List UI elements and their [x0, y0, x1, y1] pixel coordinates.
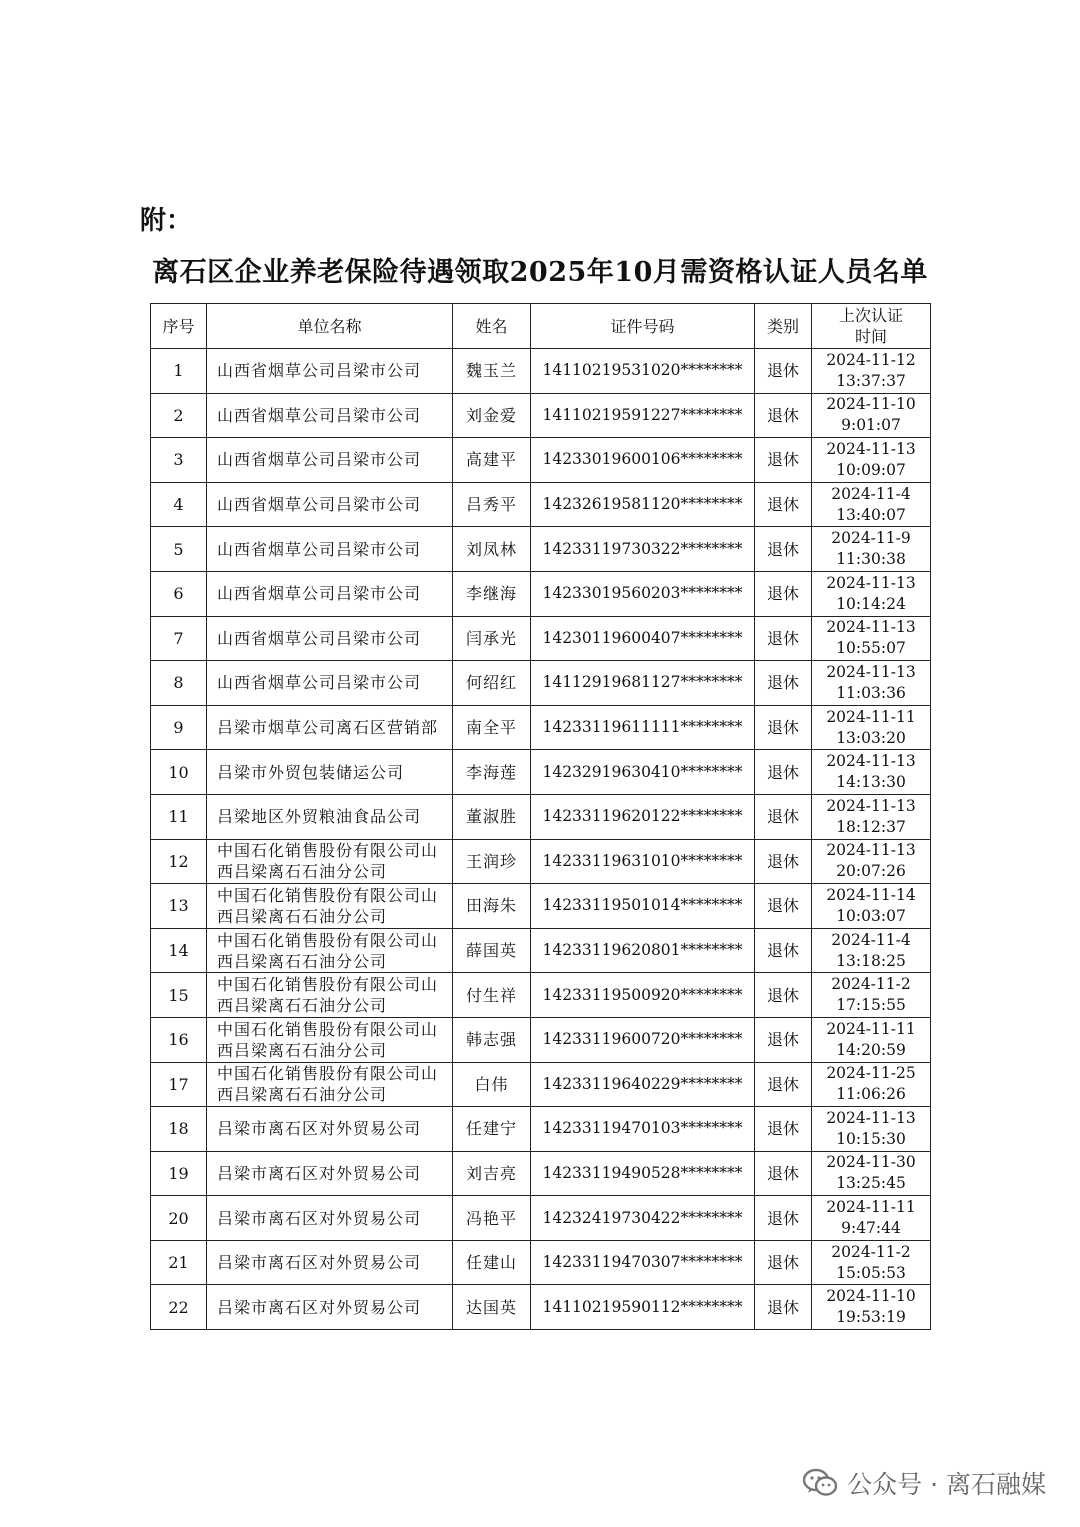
wechat-icon: [803, 1468, 837, 1498]
auth-date: 2024-11-13: [826, 618, 916, 637]
cell-last-auth-time: [812, 616, 931, 661]
cell-id-number: 14112919681127********: [531, 661, 755, 706]
cell-category: 退休: [755, 973, 812, 1018]
cell-unit: 山西省烟草公司吕梁市公司: [207, 661, 453, 706]
cell-unit: 中国石化销售股份有限公司山西吕梁离石石油分公司: [207, 1062, 453, 1107]
cell-category: 退休: [755, 1017, 812, 1062]
auth-clock-time: 15:05:53: [836, 1263, 906, 1282]
cell-unit: 山西省烟草公司吕梁市公司: [207, 393, 453, 438]
table-row: [151, 393, 931, 438]
auth-date: 2024-11-4: [831, 484, 911, 503]
cell-id-number: 14233119470103********: [531, 1107, 755, 1152]
cell-id-number: 14233119730322********: [531, 527, 755, 572]
table-row: [151, 794, 931, 839]
auth-clock-time: 13:40:07: [836, 505, 906, 524]
cell-name: 冯艳平: [453, 1196, 531, 1241]
cell-seq: 2: [151, 393, 207, 438]
table-row: [151, 1062, 931, 1107]
cell-id-number: 14232419730422********: [531, 1196, 755, 1241]
auth-clock-time: 13:03:20: [836, 728, 906, 747]
auth-date: 2024-11-2: [831, 975, 911, 994]
table-row: [151, 705, 931, 750]
cell-last-auth-time: [812, 750, 931, 795]
cell-seq: 13: [151, 884, 207, 929]
cell-name: 田海朱: [453, 884, 531, 929]
auth-date: 2024-11-13: [826, 752, 916, 771]
table-row: [151, 616, 931, 661]
cell-category: 退休: [755, 1196, 812, 1241]
auth-clock-time: 11:30:38: [836, 550, 906, 569]
auth-clock-time: 13:25:45: [836, 1174, 906, 1193]
document-title: 离石区企业养老保险待遇领取2025年10月需资格认证人员名单: [152, 257, 928, 288]
cell-name: 刘吉亮: [453, 1151, 531, 1196]
cell-name: 刘凤林: [453, 527, 531, 572]
auth-clock-time: 17:15:55: [836, 996, 906, 1015]
auth-clock-time: 20:07:26: [836, 862, 906, 881]
cell-unit: 山西省烟草公司吕梁市公司: [207, 616, 453, 661]
cell-category: 退休: [755, 1240, 812, 1285]
cell-seq: 15: [151, 973, 207, 1018]
cell-last-auth-time: [812, 1196, 931, 1241]
auth-clock-time: 9:47:44: [841, 1219, 901, 1238]
cell-name: 白伟: [453, 1062, 531, 1107]
table-row: [151, 1151, 931, 1196]
table-row: [151, 884, 931, 929]
auth-date: 2024-11-13: [826, 439, 916, 458]
cell-seq: 11: [151, 794, 207, 839]
cell-id-number: 14233119631010********: [531, 839, 755, 884]
auth-clock-time: 13:18:25: [836, 951, 906, 970]
cell-category: 退休: [755, 794, 812, 839]
auth-date: 2024-11-2: [831, 1242, 911, 1261]
auth-clock-time: 19:53:19: [836, 1308, 906, 1327]
auth-clock-time: 10:55:07: [836, 639, 906, 658]
cell-id-number: 14233119470307********: [531, 1240, 755, 1285]
table-row: [151, 349, 931, 394]
cell-id-number: 14232919630410********: [531, 750, 755, 795]
cell-last-auth-time: [812, 794, 931, 839]
auth-date: 2024-11-11: [826, 1019, 916, 1038]
cell-unit: 吕梁市烟草公司离石区营销部: [207, 705, 453, 750]
cell-id-number: 14233119620801********: [531, 928, 755, 973]
auth-clock-time: 13:37:37: [836, 371, 906, 390]
cell-unit: 中国石化销售股份有限公司山西吕梁离石石油分公司: [207, 928, 453, 973]
header-category: 类别: [755, 304, 812, 349]
cell-category: 退休: [755, 928, 812, 973]
cell-last-auth-time: [812, 928, 931, 973]
cell-seq: 5: [151, 527, 207, 572]
auth-clock-time: 9:01:07: [841, 416, 901, 435]
cell-seq: 17: [151, 1062, 207, 1107]
auth-date: 2024-11-9: [831, 529, 911, 548]
auth-date: 2024-11-10: [826, 395, 916, 414]
cell-last-auth-time: [812, 571, 931, 616]
cell-category: 退休: [755, 527, 812, 572]
cell-id-number: 14110219590112********: [531, 1285, 755, 1330]
cell-name: 南全平: [453, 705, 531, 750]
auth-date: 2024-11-11: [826, 707, 916, 726]
cell-name: 王润珍: [453, 839, 531, 884]
cell-category: 退休: [755, 705, 812, 750]
cell-seq: 1: [151, 349, 207, 394]
cell-unit: 山西省烟草公司吕梁市公司: [207, 482, 453, 527]
cell-category: 退休: [755, 1107, 812, 1152]
auth-date: 2024-11-13: [826, 796, 916, 815]
cell-name: 任建宁: [453, 1107, 531, 1152]
cell-seq: 20: [151, 1196, 207, 1241]
cell-name: 魏玉兰: [453, 349, 531, 394]
auth-date: 2024-11-13: [826, 1108, 916, 1127]
cell-category: 退休: [755, 349, 812, 394]
cell-category: 退休: [755, 1151, 812, 1196]
table-row: [151, 438, 931, 483]
auth-clock-time: 11:03:36: [836, 683, 906, 702]
cell-last-auth-time: [812, 1062, 931, 1107]
table-row: [151, 1017, 931, 1062]
cell-name: 吕秀平: [453, 482, 531, 527]
cell-last-auth-time: [812, 839, 931, 884]
cell-seq: 21: [151, 1240, 207, 1285]
cell-unit: 山西省烟草公司吕梁市公司: [207, 527, 453, 572]
cell-last-auth-time: [812, 973, 931, 1018]
table-row: [151, 839, 931, 884]
cell-last-auth-time: [812, 482, 931, 527]
cell-id-number: 14233119620122********: [531, 794, 755, 839]
attachment-label: 附：: [140, 206, 193, 236]
auth-date: 2024-11-13: [826, 662, 916, 681]
auth-date: 2024-11-30: [826, 1153, 916, 1172]
cell-unit: 中国石化销售股份有限公司山西吕梁离石石油分公司: [207, 884, 453, 929]
auth-clock-time: 11:06:26: [836, 1085, 906, 1104]
certification-table: [150, 303, 931, 1330]
table-row: [151, 750, 931, 795]
auth-clock-time: 10:03:07: [836, 906, 906, 925]
cell-last-auth-time: [812, 705, 931, 750]
table-row: [151, 1107, 931, 1152]
cell-name: 闫承光: [453, 616, 531, 661]
cell-seq: 6: [151, 571, 207, 616]
cell-seq: 18: [151, 1107, 207, 1152]
cell-id-number: 14110219591227********: [531, 393, 755, 438]
cell-category: 退休: [755, 1285, 812, 1330]
cell-unit: 山西省烟草公司吕梁市公司: [207, 349, 453, 394]
cell-unit: 中国石化销售股份有限公司山西吕梁离石石油分公司: [207, 1017, 453, 1062]
cell-unit: 中国石化销售股份有限公司山西吕梁离石石油分公司: [207, 839, 453, 884]
table-row: [151, 571, 931, 616]
cell-id-number: 14110219531020********: [531, 349, 755, 394]
auth-clock-time: 10:09:07: [836, 460, 906, 479]
cell-id-number: 14233119501014********: [531, 884, 755, 929]
header-id: 证件号码: [531, 304, 755, 349]
table-header-row: [151, 304, 931, 349]
cell-category: 退休: [755, 438, 812, 483]
cell-id-number: 14230119600407********: [531, 616, 755, 661]
table-row: [151, 1196, 931, 1241]
table-row: [151, 1240, 931, 1285]
cell-id-number: 14233119490528********: [531, 1151, 755, 1196]
cell-last-auth-time: [812, 1285, 931, 1330]
cell-seq: 9: [151, 705, 207, 750]
cell-last-auth-time: [812, 393, 931, 438]
cell-last-auth-time: [812, 884, 931, 929]
cell-last-auth-time: [812, 438, 931, 483]
header-time-line1: 上次认证: [838, 306, 903, 325]
auth-date: 2024-11-11: [826, 1198, 916, 1217]
cell-id-number: 14233119500920********: [531, 973, 755, 1018]
cell-unit: 吕梁市离石区对外贸易公司: [207, 1240, 453, 1285]
auth-clock-time: 18:12:37: [836, 817, 906, 836]
header-unit: 单位名称: [207, 304, 453, 349]
table-row: [151, 661, 931, 706]
cell-last-auth-time: [812, 1107, 931, 1152]
cell-last-auth-time: [812, 1017, 931, 1062]
cell-name: 高建平: [453, 438, 531, 483]
auth-date: 2024-11-25: [826, 1064, 916, 1083]
cell-last-auth-time: [812, 661, 931, 706]
cell-seq: 8: [151, 661, 207, 706]
table-body: [151, 349, 931, 1330]
auth-clock-time: 14:20:59: [836, 1040, 906, 1059]
cell-category: 退休: [755, 839, 812, 884]
auth-date: 2024-11-13: [826, 573, 916, 592]
auth-clock-time: 10:14:24: [836, 594, 906, 613]
cell-category: 退休: [755, 750, 812, 795]
cell-category: 退休: [755, 482, 812, 527]
footer-text: 公众号 · 离石融媒: [847, 1470, 1046, 1499]
header-time: [812, 304, 931, 349]
cell-id-number: 14233019600106********: [531, 438, 755, 483]
cell-seq: 3: [151, 438, 207, 483]
table-row: [151, 482, 931, 527]
cell-category: 退休: [755, 884, 812, 929]
cell-category: 退休: [755, 661, 812, 706]
cell-last-auth-time: [812, 527, 931, 572]
cell-id-number: 14233019560203********: [531, 571, 755, 616]
table-row: [151, 973, 931, 1018]
cell-name: 韩志强: [453, 1017, 531, 1062]
cell-last-auth-time: [812, 1151, 931, 1196]
cell-unit: 吕梁市外贸包装储运公司: [207, 750, 453, 795]
cell-name: 何绍红: [453, 661, 531, 706]
cell-name: 任建山: [453, 1240, 531, 1285]
cell-id-number: 14233119600720********: [531, 1017, 755, 1062]
cell-last-auth-time: [812, 349, 931, 394]
auth-date: 2024-11-10: [826, 1287, 916, 1306]
cell-seq: 16: [151, 1017, 207, 1062]
cell-seq: 14: [151, 928, 207, 973]
cell-seq: 12: [151, 839, 207, 884]
cell-last-auth-time: [812, 1240, 931, 1285]
cell-category: 退休: [755, 616, 812, 661]
cell-seq: 22: [151, 1285, 207, 1330]
cell-unit: 吕梁市离石区对外贸易公司: [207, 1107, 453, 1152]
table-row: [151, 928, 931, 973]
auth-date: 2024-11-14: [826, 885, 916, 904]
auth-clock-time: 14:13:30: [836, 773, 906, 792]
auth-date: 2024-11-4: [831, 930, 911, 949]
table-row: [151, 1285, 931, 1330]
auth-date: 2024-11-13: [826, 841, 916, 860]
cell-category: 退休: [755, 1062, 812, 1107]
cell-seq: 4: [151, 482, 207, 527]
cell-name: 刘金爱: [453, 393, 531, 438]
cell-name: 达国英: [453, 1285, 531, 1330]
cell-id-number: 14232619581120********: [531, 482, 755, 527]
cell-name: 付生祥: [453, 973, 531, 1018]
auth-date: 2024-11-12: [826, 350, 916, 369]
header-time-line2: 时间: [854, 327, 887, 346]
cell-unit: 吕梁市离石区对外贸易公司: [207, 1285, 453, 1330]
cell-unit: 山西省烟草公司吕梁市公司: [207, 438, 453, 483]
cell-seq: 10: [151, 750, 207, 795]
cell-unit: 中国石化销售股份有限公司山西吕梁离石石油分公司: [207, 973, 453, 1018]
cell-unit: 吕梁地区外贸粮油食品公司: [207, 794, 453, 839]
cell-category: 退休: [755, 571, 812, 616]
table-row: [151, 527, 931, 572]
cell-name: 董淑胜: [453, 794, 531, 839]
cell-category: 退休: [755, 393, 812, 438]
cell-name: 薛国英: [453, 928, 531, 973]
cell-id-number: 14233119640229********: [531, 1062, 755, 1107]
watermark-footer: [803, 1465, 1046, 1501]
cell-seq: 19: [151, 1151, 207, 1196]
cell-id-number: 14233119611111********: [531, 705, 755, 750]
auth-clock-time: 10:15:30: [836, 1129, 906, 1148]
cell-name: 李海莲: [453, 750, 531, 795]
cell-unit: 吕梁市离石区对外贸易公司: [207, 1151, 453, 1196]
cell-seq: 7: [151, 616, 207, 661]
cell-unit: 山西省烟草公司吕梁市公司: [207, 571, 453, 616]
header-name: 姓名: [453, 304, 531, 349]
header-seq: 序号: [151, 304, 207, 349]
cell-unit: 吕梁市离石区对外贸易公司: [207, 1196, 453, 1241]
cell-name: 李继海: [453, 571, 531, 616]
